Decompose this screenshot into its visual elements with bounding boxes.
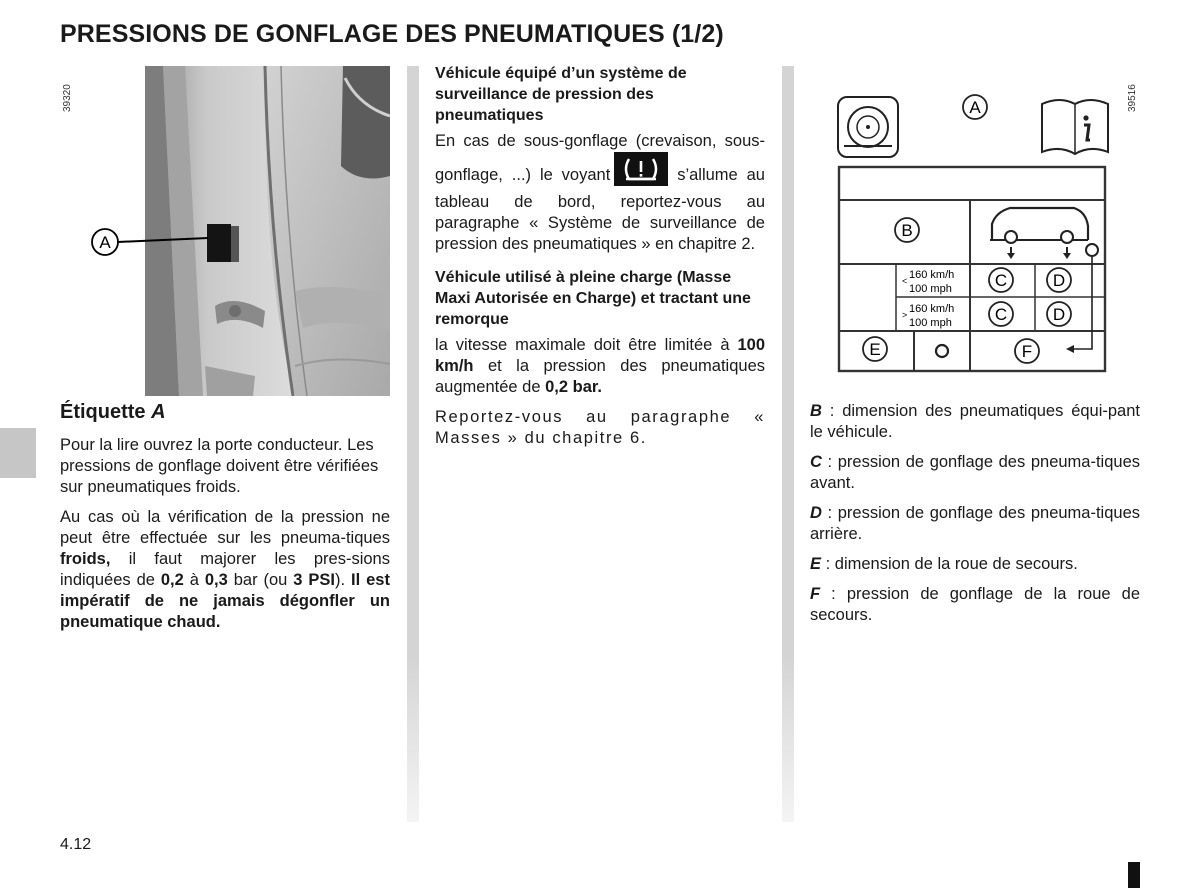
legend-key: B (810, 402, 822, 420)
photo-reference-number: 39320 (62, 84, 73, 112)
paragraph-masses: Reportez-vous au paragraphe « Masses » du chapitre 6. (435, 408, 765, 447)
middle-column (435, 63, 765, 458)
heading-letter: A (151, 401, 166, 423)
legend-text: : pression de gonflage de la roue de secours. (810, 585, 1140, 624)
legend-text: : pression de gonflage des pneuma-tiques arrière. (810, 504, 1140, 543)
column-divider (407, 66, 419, 822)
speed-mph-below: 100 mph (909, 283, 952, 295)
legend-item-f (810, 584, 1140, 626)
photo-callout-a: A (99, 233, 111, 252)
warning-text: Il est impératif de ne jamais dégonfler un pneumatique chaud. (60, 571, 390, 631)
bold-text: 0,3 (204, 571, 228, 589)
photo-callout-line (90, 226, 210, 260)
text: il faut majorer les pres-sions indiquées de (60, 550, 390, 589)
owner-manual-info-icon (1042, 100, 1108, 154)
tyre-label-diagram (830, 90, 1110, 375)
speed-kmh-below: 160 km/h (909, 269, 955, 281)
column-divider (782, 66, 794, 822)
text: la vitesse maximale doit être limitée à (435, 336, 738, 354)
subheading-tpms: Véhicule équipé d’un système de surveillance de pression des pneumatiques (435, 65, 687, 124)
speed-sign-above: > (902, 310, 908, 320)
callout-c-low-speed: C (994, 271, 1008, 290)
left-column (60, 435, 390, 642)
diagram-callout-a: A (969, 98, 981, 117)
paragraph-full-load (435, 335, 765, 398)
callout-e: E (869, 340, 881, 359)
text: Au cas où la vérification de la pression ne peut être effectuée sur les pneuma-tiques (60, 508, 390, 547)
speed-sign-below: < (902, 276, 908, 286)
legend-item-d (810, 503, 1140, 545)
legend-text: : dimension de la roue de secours. (821, 555, 1078, 573)
text: s’allume au tableau de bord, reportez-vous au paragraphe « Système de surveillance de pression des pneumatiques » en chapitre 2. (435, 166, 765, 253)
paragraph-read-label: Pour la lire ouvrez la porte conducteur. Les pressions de gonflage doivent être vérifiées sur pneumatiques froids. (60, 436, 379, 496)
text: et la pression des pneumatiques augmentée de (435, 357, 765, 396)
bold-text: froids, (60, 550, 111, 568)
callout-b: B (901, 221, 913, 240)
legend-key: E (810, 555, 822, 573)
bold-text: 0,2 (160, 571, 184, 589)
callout-d-high-speed: D (1052, 305, 1066, 324)
spare-wheel-icon (936, 345, 948, 357)
diagram-reference-number: 39516 (1127, 84, 1138, 112)
page-title: PRESSIONS DE GONFLAGE DES PNEUMATIQUES (1/2) (60, 20, 724, 48)
legend-item-b (810, 401, 1140, 443)
legend-item-e (810, 554, 1140, 575)
subheading-full-load: Véhicule utilisé à pleine charge (Masse Maxi Autorisée en Charge) et tractant une remorque (435, 269, 751, 328)
callout-d-low-speed: D (1052, 271, 1066, 290)
bold-text: 100 km/h (435, 336, 765, 375)
legend-text: : pression de gonflage des pneuma-tiques avant. (810, 453, 1140, 492)
text: En cas de sous-gonflage (crevaison, sous-gonflage, ...) le voyant (435, 132, 765, 184)
paragraph-cold-tyres (60, 507, 390, 633)
text: ). (335, 571, 352, 589)
text: bar (ou (227, 571, 294, 589)
bold-text: 0,2 bar. (545, 378, 602, 396)
legend-key: D (810, 504, 822, 522)
chapter-tab (0, 428, 36, 478)
tyre-pressure-warning-icon (614, 152, 668, 192)
speed-kmh-above: 160 km/h (909, 303, 955, 315)
legend-item-c (810, 452, 1140, 494)
tyre-icon (838, 97, 898, 157)
page-edge-marker (1128, 862, 1140, 888)
callout-c-high-speed: C (994, 305, 1008, 324)
page-number: 4.12 (60, 836, 92, 853)
legend-key: F (810, 585, 821, 603)
legend-key: C (810, 453, 822, 471)
paragraph-tpms (435, 131, 765, 255)
speed-mph-above: 100 mph (909, 317, 952, 329)
heading-text: Étiquette (60, 401, 146, 423)
bold-text: 3 PSI (293, 571, 336, 589)
legend-text: : dimension des pneumatiques équi-pant le véhicule. (810, 402, 1140, 441)
text: à (183, 571, 205, 589)
diagram-legend (810, 401, 1140, 635)
callout-f: F (1021, 342, 1033, 361)
section-heading-etiquette (60, 401, 166, 424)
